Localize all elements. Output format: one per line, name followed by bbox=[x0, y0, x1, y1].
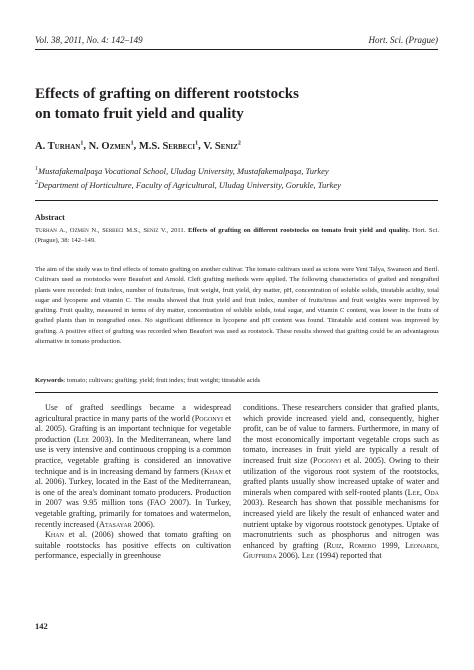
abstract-heading: Abstract bbox=[35, 213, 65, 222]
journal-reference: Vol. 38, 2011, No. 4: 142–149 bbox=[35, 35, 143, 45]
body-paragraph-3: conditions. These researchers consider that grafted plants, which provide increased yield and, consequently, higher profit, can be of value to farmers. Furthermore, in many of the most economically important vegetable crops such as tomato, increases in fruit yield are typically a result of increased fruit size (Pogonyi et al. 2005). Owing to their utilization of the vigorous root system of the rootstocks, grafted plants usually show increased uptake of water and minerals when compared with self-rooted plants (Lee, Oda 2003). Research has shown that possible mechanisms for increased yield are likely the result of enhanced water and nutrient uptake by vigorous rootstock genotypes. Uptake of macronutrients such as phosphorus and nitrogen was enhanced by grafting (Ruiz, Romero 1999, Leonardi, Giuffrida 2006). Lee (1994) reported that bbox=[243, 403, 439, 561]
page-number: 142 bbox=[35, 621, 48, 631]
abstract-text: The aim of the study was to find effects of tomato grafting on another cultivar. The tomato cultivars used as scions were Yeni Talya, Swanson and Beril. Cultivars used as rootstocks were Beaufort and Arnold. Cleft grafting methods were applied. The following characteristics of grafted and nongrafted plants were recorded: fruit index, number of fruits/truss, fruit weight, fruit yield, dry matter, pH, concentration of soluble solids, titratable acidity, total sugar and lycopene and vitamin C. The results showed that fruit yield and fruit index, number of fruits/truss and fruit weights were improved by grafting. Fruit quality, measured in terms of dry matter, concentration of soluble solids, total sugar, and vitamin C content, was lower in the fruits of grafted plants than in nongrafted ones. No significant difference in lycopene and pH content was found. Titratable acid content was improved by grafting. A positive effect of grafting was recorded when Beaufort was used as rootstock. These results showed that grafting could be an advantageous alternative in tomato production. bbox=[35, 266, 439, 346]
body-left-column bbox=[35, 403, 231, 562]
citation-title: Effects of grafting on different rootstocks on tomato fruit yield and quality. bbox=[188, 227, 410, 234]
body-paragraph-1: Use of grafted seedlings became a widespread agricultural practice in many parts of the world (Pogonyi et al. 2005). Grafting is an important technique for vegetable production (Lee 2003). In the Mediterranean, where land use is very intensive and continuous cropping is a common practice, vegetable grafting is considered an innovative technique and is in increasing demand by farmers (Khan et al. 2006). Turkey, located in the East of the Mediterranean, is one of the area's dominant tomato producers. Production in 2007 was 9.95 million tons (FAO 2007). In Turkey, vegetable grafting, primarily for tomatoes and watermelon, recently increased (Atasayar 2006). bbox=[35, 403, 231, 529]
keywords-label: Keywords bbox=[35, 377, 64, 384]
author-3: M.S. Serbeci$^1$ bbox=[138, 140, 199, 152]
keywords bbox=[35, 376, 439, 386]
article-title bbox=[35, 84, 435, 124]
keywords-list: : tomato; cultivars; grafting; yield; fruit index; fruit weight; titratable acids bbox=[63, 377, 261, 384]
journal-name: Hort. Sci. (Prague) bbox=[368, 35, 438, 45]
author-1: A. Turhan$^1$ bbox=[35, 140, 84, 152]
abstract-rule bbox=[35, 392, 438, 393]
citation-source: Hort. Sci. (Prague), 38: 142–149. bbox=[35, 227, 439, 245]
author-4: V. Seniz$^2$ bbox=[203, 140, 241, 152]
body-right-column bbox=[243, 403, 439, 562]
citation-authors: Turhan A., Ozmen N., Serbeci M.S., Seniz V., 2011. bbox=[35, 227, 186, 234]
affiliation-2: $^2$Department of Horticulture, Faculty of Agricultural, Uludag University, Gorukle, Turkey bbox=[35, 180, 341, 190]
body-paragraph-2: Khan et al. (2006) showed that tomato grafting on suitable rootstocks has positive effects on cultivation performance, especially in greenhouse bbox=[35, 530, 231, 561]
affiliation-rule bbox=[35, 200, 438, 201]
affiliation-1: $^1$Mustafakemalpaşa Vocational School, Uludag University, Mustafakemalpaşa, Turkey bbox=[35, 166, 329, 176]
citation bbox=[35, 226, 439, 247]
header-rule bbox=[35, 49, 438, 50]
author-list: A. Turhan$^1$, N. Ozmen$^1$, M.S. Serbeci$^1$, V. Seniz$^2$ bbox=[35, 140, 241, 152]
author-2: N. Ozmen$^1$ bbox=[88, 140, 134, 152]
title-line-1: Effects of grafting on different rootstocks bbox=[35, 86, 299, 102]
title-line-2: on tomato fruit yield and quality bbox=[35, 106, 244, 122]
